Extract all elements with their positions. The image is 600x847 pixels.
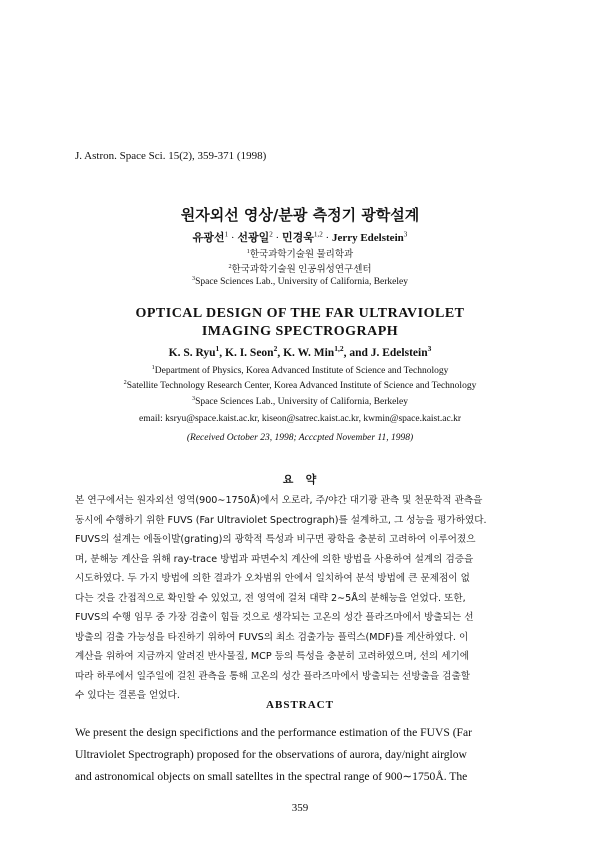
- journal-reference: J. Astron. Space Sci. 15(2), 359-371 (1998): [75, 150, 267, 162]
- author-separator: ·: [228, 232, 238, 244]
- korean-abstract-line: 동시에 수행하기 위한 FUVS (Far Ultraviolet Spectrograph)를 설계하고, 그 성능을 평가하였다.: [75, 514, 487, 526]
- korean-author: 선광일$^2$: [237, 230, 273, 244]
- abstract-heading: ABSTRACT: [266, 699, 334, 711]
- english-author: J. Edelstein$^3$: [370, 344, 432, 359]
- english-abstract-line: We present the design specifictions and the performance estimation of the FUVS (Far: [75, 726, 473, 739]
- english-title-line-1: OPTICAL DESIGN OF THE FAR ULTRAVIOLET: [135, 306, 465, 321]
- english-affiliation: $^3$Space Sciences Lab., University of California, Berkeley: [192, 395, 408, 407]
- korean-abstract-line: 다는 것을 간접적으로 확인할 수 있었고, 전 영역에 걸쳐 대략 2∼5Å의 분해능을 얻었다. 또한,: [75, 592, 466, 604]
- author-separator: ·: [322, 232, 332, 244]
- korean-author: 유광선$^1$: [192, 230, 229, 244]
- korean-abstract-line: 본 연구에서는 원자외선 영역(900∼1750Å)에서 오로라, 주/야간 대기광 관측 및 천문학적 관측을: [75, 495, 483, 506]
- korean-affiliation: $^1$한국과학기술원 물리학과: [246, 248, 354, 260]
- received-accepted-dates: (Received October 23, 1998; Acccpted November 11, 1998): [186, 433, 414, 443]
- email-line: email: ksryu@space.kaist.ac.kr, kiseon@satrec.kaist.ac.kr, kwmin@space.kaist.ac.kr: [139, 414, 461, 424]
- korean-abstract-line: FUVS의 설계는 에돌이발(grating)의 광학적 특성과 비구면 광학을 충분히 고려하여 이루어졌으: [75, 534, 476, 545]
- english-affiliation: $^2$Satellite Technology Research Center, Korea Advanced Institute of Science and Technology: [123, 379, 477, 391]
- english-affiliation: $^1$Department of Physics, Korea Advanced Institute of Science and Technology: [151, 364, 449, 376]
- korean-author: Jerry Edelstein$^3$: [331, 230, 408, 244]
- korean-affiliation: $^2$한국과학기술원 인공위성연구센터: [228, 263, 372, 275]
- korean-abstract-line: 계산을 위하여 지금까지 알려진 반사물질, MCP 등의 특성을 충분히 고려하였으며, 선의 세기에: [75, 651, 470, 662]
- korean-abstract: [75, 491, 545, 706]
- korean-abstract-line: FUVS의 수행 임무 중 가장 검출이 힘들 것으로 생각되는 고온의 성간 플라즈마에서 방출되는 선: [75, 612, 474, 623]
- english-abstract: [75, 722, 555, 788]
- english-author: K. I. Seon$^2$,: [225, 344, 284, 359]
- english-author-list: [0, 344, 600, 359]
- korean-affiliation: $^3$Space Sciences Lab., University of California, Berkeley: [192, 275, 408, 287]
- korean-title: 원자외선 영상/분광 측정기 광학설계: [180, 206, 420, 224]
- korean-abstract-heading: 요 약: [282, 474, 318, 486]
- korean-abstract-line: 수 있다는 결론을 얻었다.: [75, 690, 180, 701]
- page-number: 359: [291, 802, 309, 814]
- korean-abstract-line: 시도하였다. 두 가지 방법에 의한 결과가 오차범위 안에서 일치하여 분석 방법에 큰 문제점이 없: [75, 573, 470, 584]
- korean-abstract-line: 방출의 검출 가능성을 타진하기 위하여 FUVS의 최소 검출가능 플럭스(MDF)를 계산하였다. 이: [75, 631, 469, 643]
- english-title-line-2: IMAGING SPECTROGRAPH: [201, 324, 399, 339]
- english-abstract-line: Ultraviolet Spectrograph) proposed for the observations of aurora, day/night airglow: [75, 748, 467, 761]
- english-author: K. S. Ryu$^1$,: [168, 344, 226, 359]
- english-abstract-line: and astronomical objects on small satelltes in the spectral range of 900∼1750Å. The: [75, 770, 468, 783]
- korean-abstract-line: 따라 하루에서 일주일에 걸친 관측을 통해 고온의 성간 플라즈마에서 방출되는 선방출을 검출할: [75, 670, 470, 682]
- korean-abstract-line: 며, 분해능 계산을 위해 ray-trace 방법과 파면수치 계산에 의한 방법을 사용하여 설계의 검증을: [75, 553, 474, 565]
- korean-author-list: [0, 229, 600, 245]
- english-author: K. W. Min$^{1,2}$, and: [283, 344, 371, 359]
- korean-author: 민경욱$^{1,2}$: [281, 230, 323, 244]
- author-separator: ·: [272, 232, 282, 244]
